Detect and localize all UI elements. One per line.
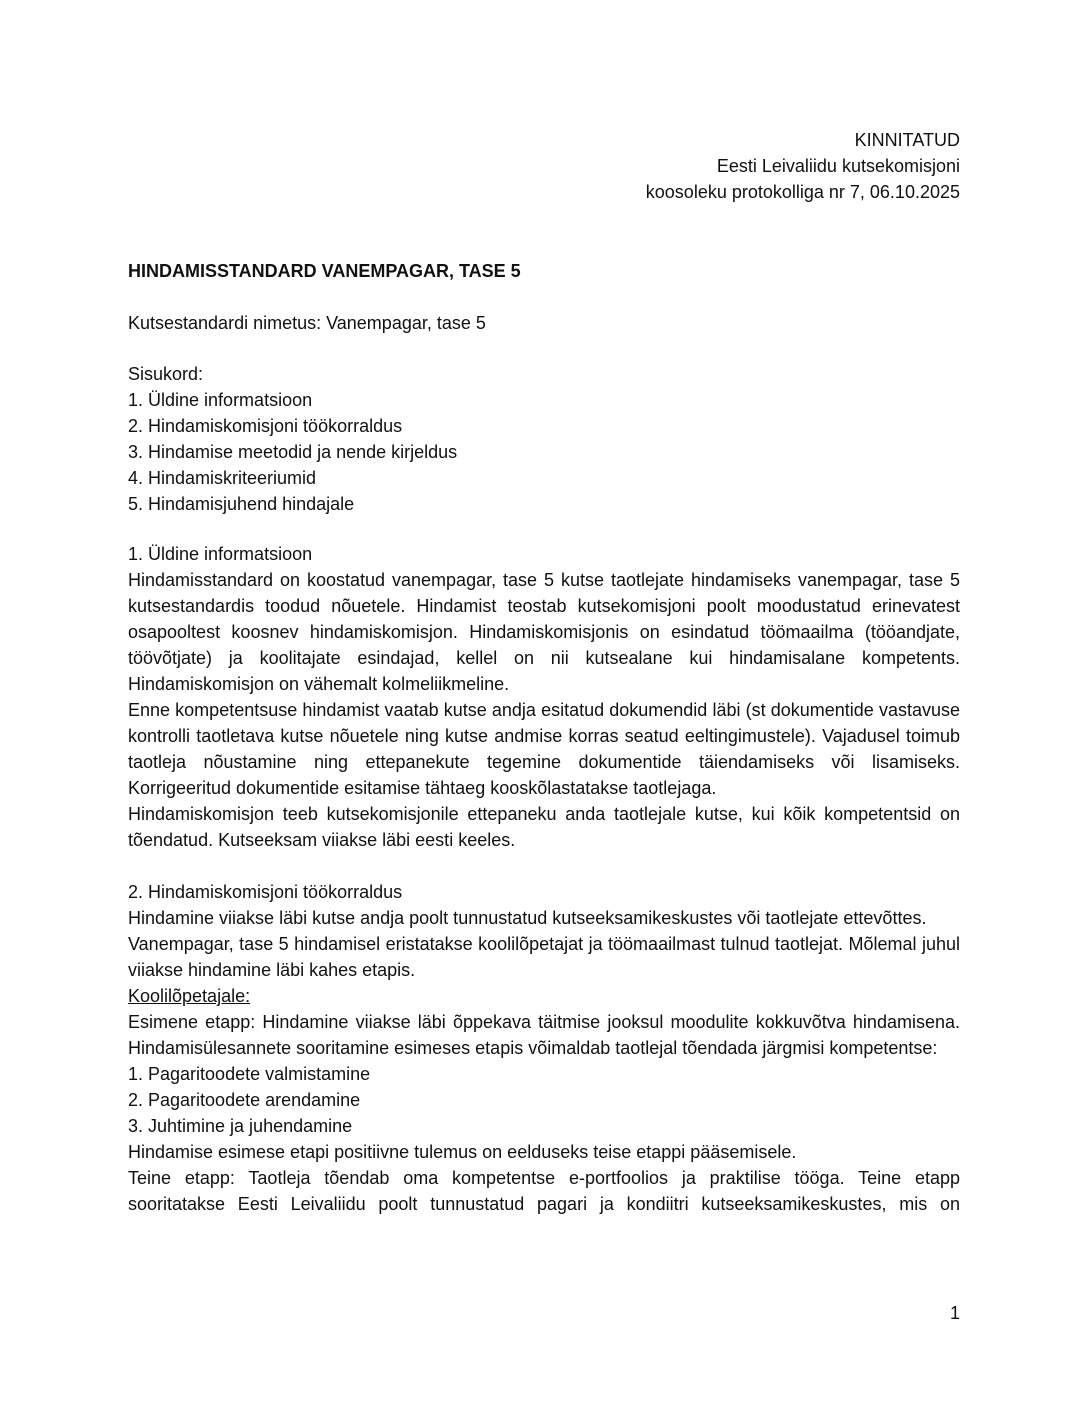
toc-item: 4. Hindamiskriteeriumid <box>128 468 317 488</box>
section-1-paragraph: Enne kompetentsuse hindamist vaatab kutse andja esitatud dokumendid läbi (st dokumentide vastavuse kontrolli taotletava kutse nõuetele ning kutse andmise korras seatud eeltingimustele). Vajadusel toimub taotleja nõustamine ning ettepanekute tegemine dokumentide täiendamiseks või lisamiseks. Korrigeeritud dokumentide esitamise tähtaeg kooskõlastatakse taotlejaga. <box>128 700 960 798</box>
document-title: HINDAMISSTANDARD VANEMPAGAR, TASE 5 <box>128 261 521 281</box>
section-1-heading: 1. Üldine informatsioon <box>128 544 313 564</box>
stage-1-result: Hindamise esimese etapi positiivne tulemus on eelduseks teise etappi pääsemisele. <box>128 1142 797 1162</box>
section-2-paragraph: Vanempagar, tase 5 hindamisel eristatakse koolilõpetajat ja töömaailmast tulnud taotlejat. Mõlemal juhul viiakse hindamine läbi kahes etapis. <box>128 934 960 980</box>
section-2-paragraph: Hindamine viiakse läbi kutse andja poolt tunnustatud kutseeksamikeskustes või taotlejate ettevõttes. <box>128 908 927 928</box>
approval-line-1: KINNITATUD <box>854 130 960 150</box>
graduate-subheading: Koolilõpetajale: <box>128 986 251 1006</box>
section-2-heading: 2. Hindamiskomisjoni töökorraldus <box>128 882 403 902</box>
competence-item: 3. Juhtimine ja juhendamine <box>128 1116 353 1136</box>
competence-item: 1. Pagaritoodete valmistamine <box>128 1064 371 1084</box>
competence-item: 2. Pagaritoodete arendamine <box>128 1090 361 1110</box>
toc-item: 5. Hindamisjuhend hindajale <box>128 494 355 514</box>
toc-item: 1. Üldine informatsioon <box>128 390 313 410</box>
approval-block <box>646 127 960 205</box>
page-number: 1 <box>949 1303 960 1323</box>
section-1-paragraph: Hindamiskomisjon teeb kutsekomisjonile ettepaneku anda taotlejale kutse, kui kõik kompetentsid on tõendatud. Kutseeksam viiakse läbi eesti keeles. <box>128 804 960 850</box>
standard-name: Kutsestandardi nimetus: Vanempagar, tase 5 <box>128 313 486 333</box>
approval-line-2: Eesti Leivaliidu kutsekomisjoni <box>716 156 960 176</box>
table-of-contents <box>128 361 457 517</box>
toc-item: 2. Hindamiskomisjoni töökorraldus <box>128 416 403 436</box>
document-body <box>128 541 960 1217</box>
approval-line-3: koosoleku protokolliga nr 7, 06.10.2025 <box>645 182 960 202</box>
toc-item: 3. Hindamise meetodid ja nende kirjeldus <box>128 442 458 462</box>
section-1-paragraph: Hindamisstandard on koostatud vanempagar, tase 5 kutse taotlejate hindamiseks vanempagar, tase 5 kutsestandardis toodud nõuetele. Hindamist teostab kutsekomisjoni poolt moodustatud erinevatest osapooltest koosnev hindamiskomisjon. Hindamiskomisjonis on esindatud töömaailma (tööandjate, töövõtjate) ja koolitajate esindajad, kellel on nii kutsealane kui hindamisalane kompetents. Hindamiskomisjon on vähemalt kolmeliikmeline. <box>128 570 960 694</box>
stage-2-paragraph: Teine etapp: Taotleja tõendab oma kompetentse e-portfoolios ja praktilise tööga. Teine etapp sooritatakse Eesti Leivaliidu poolt tunnustatud pagari ja kondiitri kutseeksamikeskustes, mis on <box>128 1168 960 1214</box>
toc-heading: Sisukord: <box>128 364 204 384</box>
stage-1-paragraph: Esimene etapp: Hindamine viiakse läbi õppekava täitmise jooksul moodulite kokkuvõtva hindamisena. Hindamisülesannete sooritamine esimeses etapis võimaldab taotlejal tõendada järgmisi kompetentse: <box>128 1012 960 1058</box>
competence-list <box>128 1061 960 1139</box>
